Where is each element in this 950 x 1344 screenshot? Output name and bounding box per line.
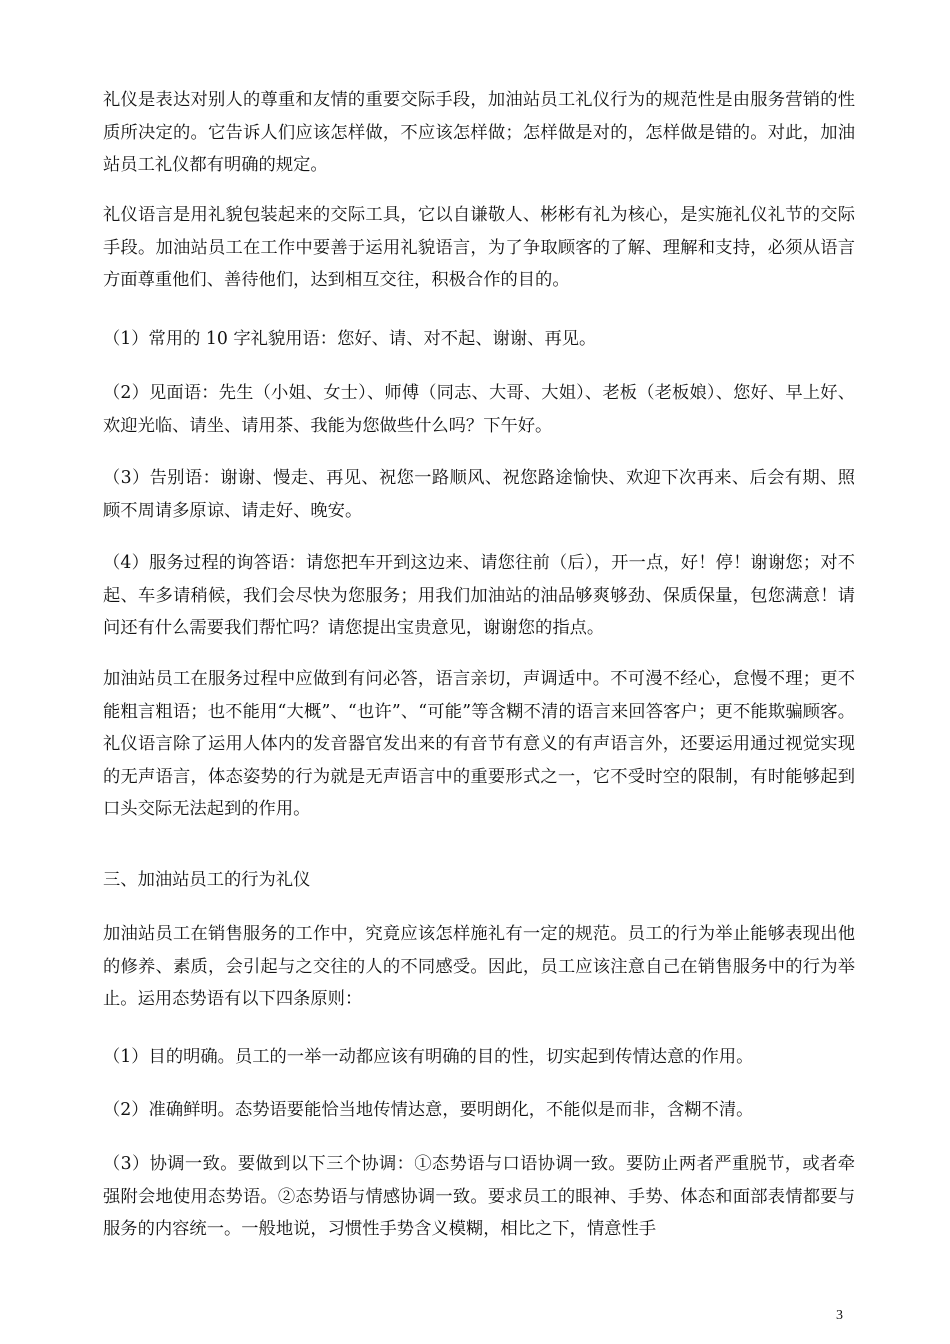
paragraph-6: （4）服务过程的询答语：请您把车开到这边来、请您往前（后），开一点，好！停！谢谢您；对不起、车多请稍候，我们会尽快为您服务；用我们加油站的油品够爽够劲、保质保量，包您满意！请问还有什么需要我们帮忙吗？请您提出宝贵意见，谢谢您的指点。 bbox=[103, 553, 855, 638]
paragraph-8: 加油站员工在销售服务的工作中，究竟应该怎样施礼有一定的规范。员工的行为举止能够表现出他的修养、素质，会引起与之交往的人的不同感受。因此，员工应该注意自己在销售服务中的行为举止。运用态势语有以下四条原则： bbox=[103, 924, 855, 1009]
paragraph-1: 礼仪是表达对别人的尊重和友情的重要交际手段，加油站员工礼仪行为的规范性是由服务营销的性质所决定的。它告诉人们应该怎样做，不应该怎样做；怎样做是对的，怎样做是错的。对此，加油站员工礼仪都有明确的规定。 bbox=[103, 90, 855, 175]
paragraph-2: 礼仪语言是用礼貌包装起来的交际工具，它以自谦敬人、彬彬有礼为核心，是实施礼仪礼节的交际手段。加油站员工在工作中要善于运用礼貌语言，为了争取顾客的了解、理解和支持，必须从语言方面尊重他们、善待他们，达到相互交往，积极合作的目的。 bbox=[103, 205, 855, 290]
paragraph-3: （1）常用的 10 字礼貌用语：您好、请、对不起、谢谢、再见。 bbox=[103, 329, 597, 349]
paragraph-4: （2）见面语：先生（小姐、女士）、师傅（同志、大哥、大姐）、老板（老板娘）、您好、早上好、欢迎光临、请坐、请用茶、我能为您做些什么吗？下午好。 bbox=[103, 383, 855, 436]
page-number: 3 bbox=[836, 1308, 843, 1323]
paragraph-10: （2）准确鲜明。态势语要能恰当地传情达意，要明朗化，不能似是而非，含糊不清。 bbox=[103, 1100, 754, 1120]
paragraph-11: （3）协调一致。要做到以下三个协调：①态势语与口语协调一致。要防止两者严重脱节，或者牵强附会地使用态势语。②态势语与情感协调一致。要求员工的眼神、手势、体态和面部表情都要与服务的内容统一。一般地说，习惯性手势含义模糊，相比之下，情意性手 bbox=[103, 1154, 855, 1239]
paragraph-7: 加油站员工在服务过程中应做到有问必答，语言亲切，声调适中。不可漫不经心，怠慢不理；更不能粗言粗语；也不能用“大概”、“也许”、“可能”等含糊不清的语言来回答客户；更不能欺骗顾客。礼仪语言除了运用人体内的发音器官发出来的有音节有意义的有声语言外，还要运用通过视觉实现的无声语言，体态姿势的行为就是无声语言中的重要形式之一，它不受时空的限制，有时能够起到口头交际无法起到的作用。 bbox=[103, 669, 855, 819]
section-heading: 三、加油站员工的行为礼仪 bbox=[103, 870, 311, 890]
paragraph-9: （1）目的明确。员工的一举一动都应该有明确的目的性，切实起到传情达意的作用。 bbox=[103, 1047, 754, 1067]
paragraph-5: （3）告别语：谢谢、慢走、再见、祝您一路顺风、祝您路途愉快、欢迎下次再来、后会有期、照顾不周请多原谅、请走好、晚安。 bbox=[103, 468, 855, 521]
